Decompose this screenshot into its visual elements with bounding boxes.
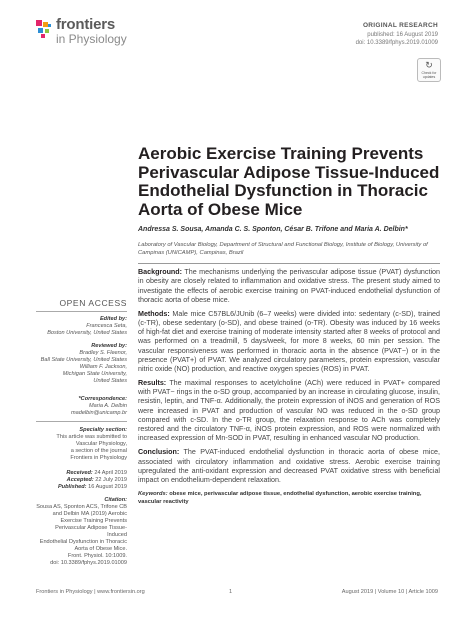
correspondent-email[interactable]: madelbin@unicamp.br: [70, 410, 127, 416]
accepted-date: [36, 477, 127, 484]
citation-line: Perivascular Adipose Tissue-Induced: [55, 525, 127, 538]
article-dates: [36, 470, 127, 491]
reviewer-line: William F. Jackson,: [79, 364, 127, 370]
frontiers-logo-icon: [36, 20, 56, 40]
conclusion-text: The PVAT-induced endothelial dysfunction in thoracic aorta of obese mice, associated with circulatory inflammation and oxidative stress. Aerobic exercise training upregulated the anti-oxidant expression and decreased PVAT oxidative stress with beneficial impact on endothelium-dependent relaxation.: [138, 448, 440, 485]
reviewer-line: United States: [93, 378, 127, 384]
background-label: Background:: [138, 268, 183, 276]
journal-logo-line1: frontiers: [56, 16, 116, 33]
citation-doi-link[interactable]: doi: 10.3389/fphys.2019.01009: [50, 560, 127, 566]
citation-line: Exercise Training Prevents: [60, 518, 127, 524]
sidebar-divider: [36, 311, 127, 312]
abstract-results: [138, 379, 440, 444]
editor-name: Francesca Seta,: [86, 323, 127, 329]
article-meta: [356, 22, 438, 48]
reviewer-line: Michigan State University,: [62, 371, 127, 377]
footer-issue-info: August 2019 | Volume 10 | Article 1009: [341, 589, 438, 595]
abstract-background: [138, 268, 440, 305]
specialty-line: a section of the journal: [70, 448, 127, 454]
reviewer-line: Bradley S. Fleenor,: [79, 350, 127, 356]
published-date-sidebar: [36, 484, 127, 491]
reviewed-by-heading: Reviewed by:: [91, 343, 127, 349]
edited-by-heading: Edited by:: [99, 316, 127, 322]
conclusion-label: Conclusion:: [138, 448, 180, 457]
citation-line: Sousa AS, Sponton ACS, Trifone CB: [36, 504, 127, 510]
author-list: Andressa S. Sousa, Amanda C. S. Sponton, César B. Trifone and Maria A. Delbin*: [138, 226, 408, 233]
edited-by: [36, 316, 127, 337]
citation: [36, 497, 127, 567]
published-date: published: 16 August 2019: [367, 31, 438, 38]
check-for-updates-button[interactable]: [417, 58, 441, 82]
doi-link[interactable]: doi: 10.3389/fphys.2019.01009: [355, 40, 438, 46]
accepted-label: Accepted:: [66, 477, 94, 483]
specialty-section: [36, 427, 127, 462]
abstract-methods: [138, 310, 440, 375]
journal-logo[interactable]: [56, 18, 127, 46]
bookmark-icon: ↻: [425, 60, 433, 70]
published-value: 16 August 2019: [88, 484, 127, 490]
page-number: 1: [229, 589, 233, 595]
citation-line: and Delbin MA (2019) Aerobic: [52, 511, 127, 517]
keywords: [138, 490, 440, 506]
reviewed-by: [36, 343, 127, 385]
methods-text: Male mice C57BL6/JUnib (6–7 weeks) were divided into: sedentary (c-SD), trained (c-TR), obese sedentary (o-SD), and obese trained (o-TR). Obesity was induced by 16 weeks of high-fat diet and exercise training of moderate intensity started after 8 weeks of protocol and was performed on a treadmill, 5 days/week, for more 8 weeks, 60 min per session. The vascular responsiveness was performed in thoracic aorta in the absence (PVAT−) or in the presence (PVAT+) of PVAT. We analyzed circulatory parameters, protein expression, vascular nitric oxide (NO) production, and reactive oxygen species (ROS) in PVAT.: [138, 309, 440, 374]
reviewer-line: Ball State University, United States: [40, 357, 127, 363]
citation-line: Front. Physiol. 10:1009.: [67, 553, 127, 559]
specialty-heading: Specialty section:: [79, 427, 127, 433]
correspondence-heading: *Correspondence:: [78, 396, 127, 402]
methods-label: Methods:: [138, 309, 170, 318]
journal-logo-line2: in Physiology: [56, 32, 127, 46]
open-access-label: OPEN ACCESS: [59, 298, 127, 308]
footer-journal-link[interactable]: Frontiers in Physiology | www.frontiersin.org: [36, 589, 145, 595]
article-title: Aerobic Exercise Training Prevents Perivascular Adipose Tissue-Induced Endothelial Dysfunction in Thoracic Aorta of Obese Mice: [138, 144, 440, 219]
editor-affiliation: Boston University, United States: [47, 330, 127, 336]
accepted-value: 22 July 2019: [95, 477, 127, 483]
received-value: 24 April 2019: [94, 470, 127, 476]
citation-line: Endothelial Dysfunction in Thoracic: [39, 539, 127, 545]
specialty-line: Vascular Physiology,: [75, 441, 127, 447]
citation-line: Aorta of Obese Mice.: [74, 546, 127, 552]
correspondent-name: Maria A. Delbin: [88, 403, 127, 409]
check-for-updates-label: Check for updates: [421, 71, 437, 79]
sidebar-divider: [36, 421, 127, 422]
article-type: ORIGINAL RESEARCH: [362, 22, 438, 29]
abstract: [138, 268, 440, 512]
correspondence: [36, 396, 127, 417]
received-label: Received:: [66, 470, 93, 476]
background-text: The mechanisms underlying the perivascular adipose tissue (PVAT) dysfunction in obesity are closely related to inflammation and oxidative stress. The present study aimed to investigate the effects of aerobic exercise training on PVAT-induced endothelial dysfunction of thoracic aorta of obese mice.: [138, 268, 440, 304]
keywords-text: obese mice, perivascular adipose tissue, endothelial dysfunction, aerobic exercise training, vascular reactivity: [138, 490, 422, 505]
citation-heading: Citation:: [104, 497, 127, 503]
published-label: Published:: [57, 484, 87, 490]
title-divider: [138, 263, 440, 264]
specialty-line: Frontiers in Physiology: [70, 455, 127, 461]
keywords-label: Keywords:: [138, 490, 168, 497]
specialty-line: This article was submitted to: [56, 434, 127, 440]
abstract-conclusion: [138, 448, 440, 485]
affiliation: Laboratory of Vascular Biology, Department of Structural and Functional Biology, Institute of Biology, University of Campinas (UNICAMP), Campinas, Brazil: [138, 242, 428, 256]
results-text: The maximal responses to acetylcholine (ACh) were reduced in PVAT+ compared with PVAT− rings in the o-SD group, accompanied by an increase in circulating glucose, insulin, resistin, leptin, and TNF-α. Additionally, the protein expression of iNOS and generation of ROS were increased in PVAT and production of vascular NO was reduced in the o-SD group compared with c-SD. In the o-TR group, the relaxation response to ACh was completely restored and the circulatory TNF-α, iNOS protein expression, and ROS were normalized with increased expression of Mn-SOD in PVAT, resulting in enhanced vascular NO production.: [138, 378, 440, 443]
results-label: Results:: [138, 378, 167, 387]
received-date: [36, 470, 127, 477]
